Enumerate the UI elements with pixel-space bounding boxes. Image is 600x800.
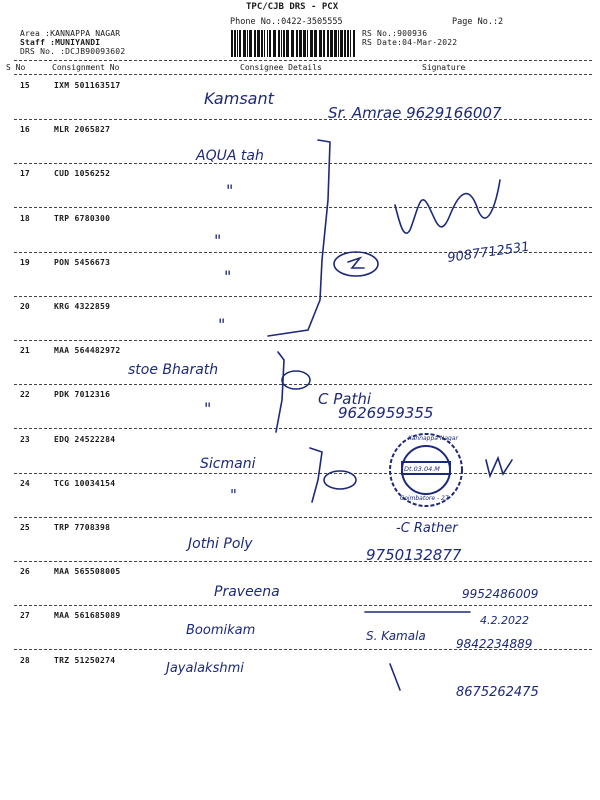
handwritten-name-28: Jayalakshmi: [166, 661, 244, 676]
row-serial-number: 22: [20, 390, 30, 400]
ditto-mark-17: ": [226, 181, 234, 200]
row-consignment-number: TCG 10034154: [54, 478, 116, 488]
row-consignment-number: EDQ 24522284: [54, 434, 116, 444]
handwritten-number-22: 9626959355: [338, 404, 434, 422]
row-serial-number: 20: [20, 302, 30, 311]
row-serial-number: 27: [20, 611, 30, 621]
column-header-consignment: Consignment No: [52, 63, 120, 72]
phone-number: Phone No.:0422-3505555: [230, 17, 343, 27]
column-header-sno: S No: [6, 63, 26, 72]
row-consignment-number: PDK 7012316: [54, 390, 111, 400]
ditto-mark-22: ": [204, 399, 212, 418]
row-consignment-number: MAA 564482972: [54, 346, 121, 356]
bracket-stroke-21: [276, 352, 284, 432]
row-serial-number: 21: [20, 346, 30, 356]
handwritten-number-26: 9952486009: [462, 587, 539, 601]
handwritten-signature-15: Sr. Amrae 9629166007: [328, 104, 502, 122]
row-serial-number: 23: [20, 434, 30, 444]
ditto-mark-20: ": [218, 315, 226, 334]
row-consignment-number: TRZ 51250274: [54, 655, 116, 665]
document-title: TPC/CJB DRS - PCX: [246, 2, 339, 12]
row-serial-number: 18: [20, 213, 30, 223]
row-consignment-number: PON 5456673: [54, 257, 111, 267]
stamp-bottom-text: Coimbatore - 27: [400, 495, 449, 502]
bracket-stroke: [268, 140, 330, 336]
staff-label: Staff :MUNIYANDI: [20, 38, 101, 47]
handwritten-name-27: Boomikam: [186, 623, 256, 638]
ditto-mark-24: ": [230, 486, 237, 504]
ditto-mark-18: ": [214, 231, 222, 250]
handwritten-signature-27: S. Kamala: [366, 629, 426, 643]
column-header-signature: Signature: [422, 63, 466, 72]
row-serial-number: 28: [20, 655, 30, 665]
stamp-top-text: Kannappa Nagar: [408, 435, 458, 442]
handwritten-date-26: 4.2.2022: [480, 614, 529, 627]
handwritten-name-16: AQUA tah: [196, 148, 264, 164]
handwritten-number-18: 9087712531: [446, 239, 531, 266]
row-serial-number: 25: [20, 523, 30, 532]
row-consignment-number: TRP 7708398: [54, 523, 111, 532]
row-serial-number: 26: [20, 567, 30, 577]
rs-date: RS Date:04-Mar-2022: [362, 38, 458, 47]
area-label: Area :KANNAPPA NAGAR: [20, 29, 121, 38]
handwritten-name-25: Jothi Poly: [188, 536, 253, 552]
signature-stroke-23: [486, 458, 512, 476]
page-number: Page No.:2: [452, 17, 504, 27]
row-serial-number: 16: [20, 125, 30, 135]
stamp-mid-text: Dt.03.04.M: [404, 465, 440, 473]
row-serial-number: 19: [20, 257, 30, 267]
handwritten-name-23: Sicmani: [200, 456, 256, 472]
handwritten-signature-21: C Pathi: [318, 390, 372, 408]
row-consignment-number: KRG 4322859: [54, 302, 111, 311]
drs-number: DRS No. :DCJB90093602: [20, 47, 126, 56]
row-serial-number: 15: [20, 81, 30, 90]
handwritten-number-25: 9750132877: [366, 546, 462, 564]
circle-mark-21: [282, 371, 310, 389]
row-consignment-number: CUD 1056252: [54, 169, 111, 179]
row-consignment-number: TRP 6780300: [54, 213, 111, 223]
column-header-consignee: Consignee Details: [240, 63, 322, 72]
bracket-stroke-23: [310, 448, 322, 502]
handwritten-number-27: 9842234889: [456, 637, 533, 651]
rs-number: RS No.:900936: [362, 29, 428, 38]
handwritten-name-26: Praveena: [214, 584, 280, 600]
row-consignment-number: IXM 501163517: [54, 81, 121, 90]
handwritten-signature-25: -C Rather: [396, 521, 458, 536]
row-serial-number: 24: [20, 478, 30, 488]
row-consignment-number: MAA 561685089: [54, 611, 121, 621]
row-serial-number: 17: [20, 169, 30, 179]
row-consignment-number: MLR 2065827: [54, 125, 111, 135]
row-consignment-number: MAA 565508005: [54, 567, 121, 577]
handwritten-name-21: stoe Bharath: [128, 362, 219, 378]
handwritten-name-15: Kamsant: [204, 89, 274, 108]
ditto-mark-19: ": [224, 267, 232, 286]
circle-mark-23: [324, 471, 356, 489]
handwritten-number-28: 8675262475: [456, 685, 539, 700]
signature-stroke-18: [395, 180, 500, 233]
